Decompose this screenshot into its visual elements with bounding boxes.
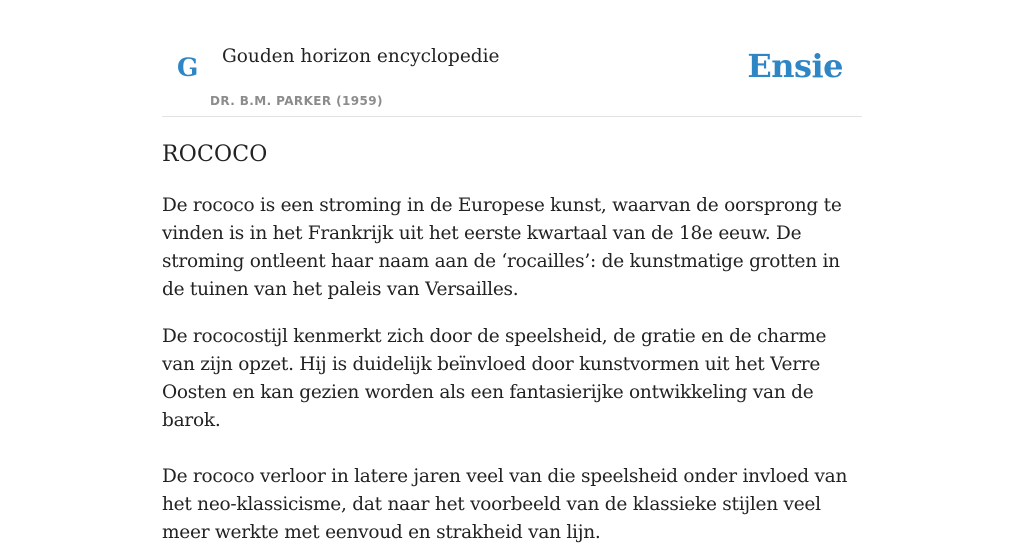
book-logo-link[interactable]: G <box>177 53 199 82</box>
article <box>162 139 862 547</box>
book-author: DR. B.M. PARKER (1959) <box>210 94 383 108</box>
book-header <box>162 0 862 117</box>
ensie-logo-link[interactable]: Ensie <box>747 47 843 85</box>
book-title: Gouden horizon encyclopedie <box>222 46 500 67</box>
article-paragraph: De rococo is een stroming in de Europese kunst, waarvan de oorsprong te vinden is in het Frankrijk uit het eerste kwartaal van de 18e eeuw. De stroming ontleent haar naam aan de ‘rocailles’: de kunstmatige grotten in de tuinen van het paleis van Versailles. <box>162 195 842 300</box>
article-headword: ROCOCO <box>162 142 268 167</box>
article-paragraph: De rococo verloor in latere jaren veel van die speelsheid onder invloed van het neo-klassicisme, dat naar het voorbeeld van de klassieke stijlen veel meer werkte met eenvoud en strakheid van lijn. <box>162 466 848 543</box>
article-paragraph: De rococostijl kenmerkt zich door de speelsheid, de gratie en de charme van zijn opzet. Hij is duidelijk beïnvloed door kunstvormen uit het Verre Oosten en kan gezien worden als een fantasierijke ontwikkeling van de barok. <box>162 326 827 431</box>
